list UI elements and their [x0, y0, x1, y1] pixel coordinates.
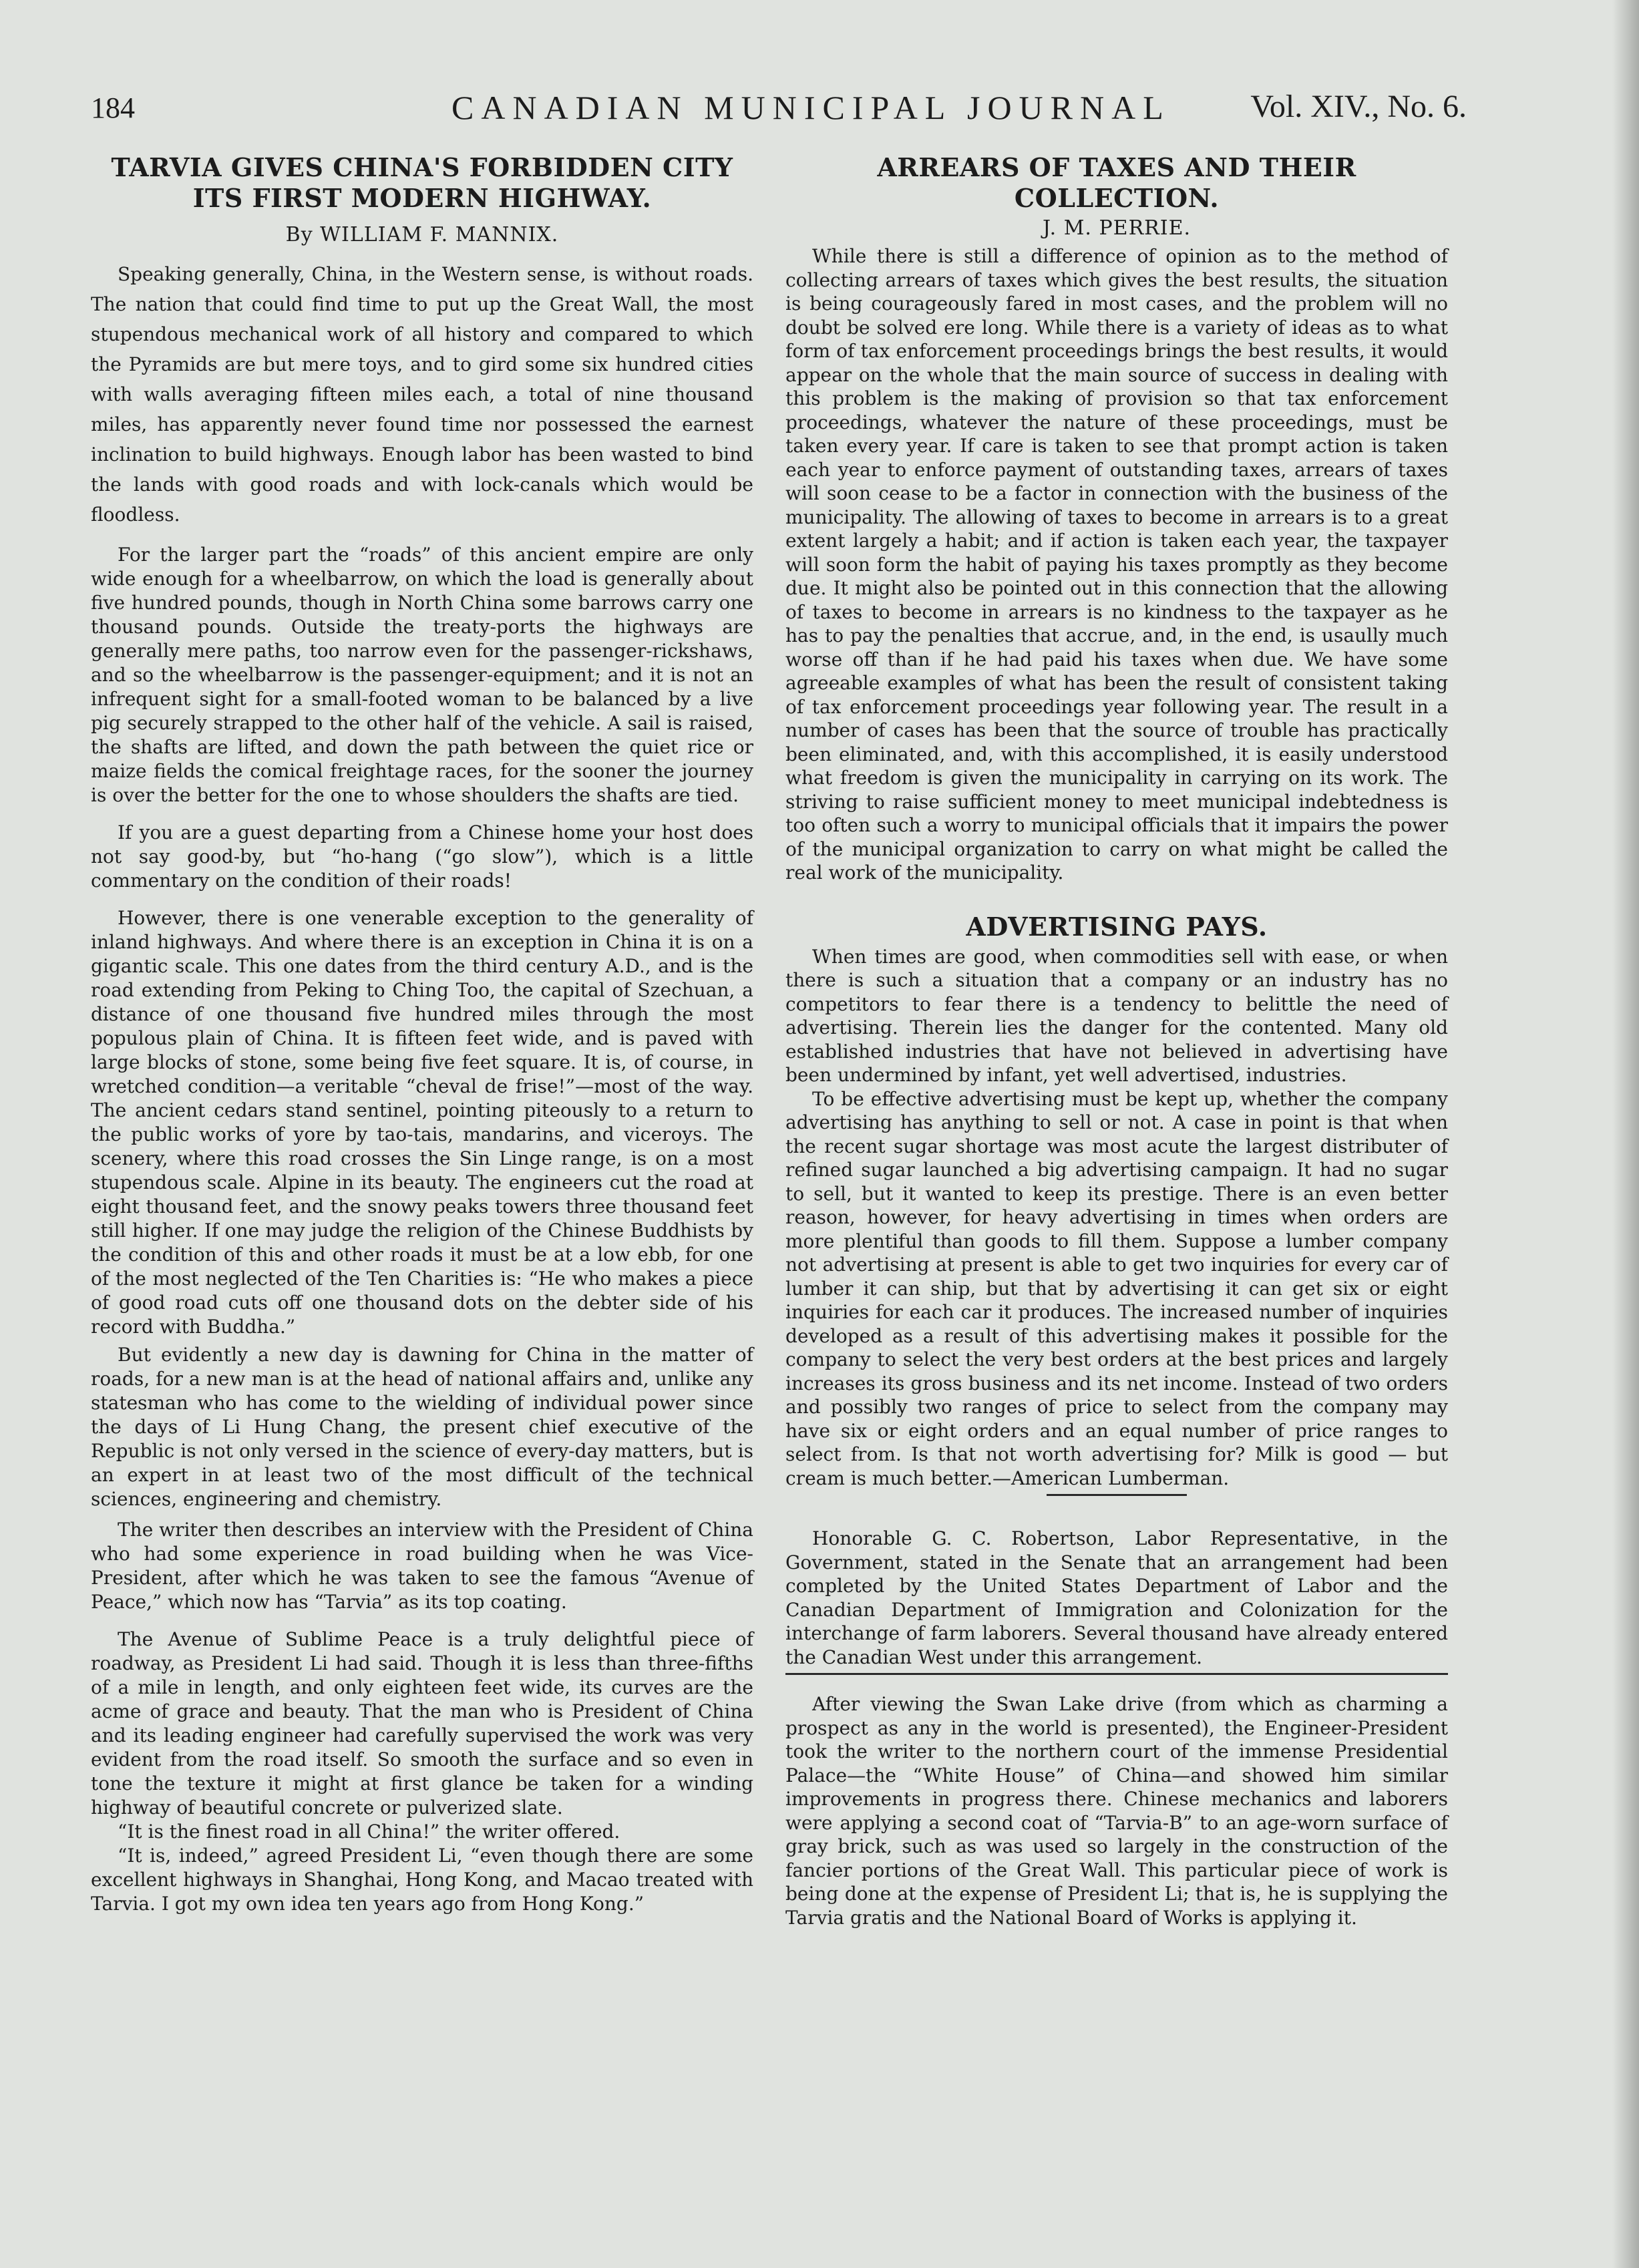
page-edge-shadow	[1612, 0, 1639, 2268]
paragraph: “It is, indeed,” agreed President Li, “even though there are some excellent highways in Shanghai, Hong Kong, and Macao treated with Tarvia. I got my own idea ten years ago from Hong Kong.”	[91, 1845, 753, 1915]
paragraph: Speaking generally, China, in the Western sense, is without roads. The nation that could find time to put up the Great Wall, the most stupendous mechanical work of all history and compared to which the Pyramids are but mere toys, and to gird some six hundred cities with walls averaging fifteen miles each, a total of nine thousand miles, has apparently never found time nor possessed the earnest inclination to build highways. Enough labor has been wasted to bind the lands with good roads and with lock-canals which would be floodless.	[91, 263, 753, 526]
paragraph: When times are good, when commodities sell with ease, or when there is such a situation that a company or an industry has no competitors to fear there is a tendency to belittle the need of advertising. Therein lies the danger for the contented. Many old established industries that have not believed in advertising have been undermined by infant, yet well advertised, industries.	[785, 945, 1448, 1086]
paragraph: While there is still a difference of opinion as to the method of collecting arrears of taxes which gives the best results, the situation is being courageously fared in most cases, and the problem will no doubt be solved ere long. While there is a variety of ideas as to what form of tax enforcement proceedings brings the best results, it would appear on the whole that the main source of success in dealing with this problem is the making of provision so that tax enforcement proceedings, whatever the nature of these proceedings, must be taken every year. If care is taken to see that prompt action is taken each year to enforce payment of outstanding taxes, arrears of taxes will soon cease to be a factor in connection with the business of the municipality. The allowing of taxes to become in arrears is to a great extent largely a habit; and if action is taken each year, the taxpayer will soon form the habit of paying his taxes promptly as they become due. It might also be pointed out in this connection that the allowing of taxes to become in arrears is no kindness to the taxpayer as he has to pay the penalties that accrue, and, in the end, is usaully much worse off than if he had paid his taxes when due. We have some agreeable examples of what has been the result of consistent taking of tax enforcement proceedings year following year. The result in a number of cases has been that the source of trouble has practically been eliminated, and, with this accomplished, it is easily understood what freedom is given the municipality in carrying on its work. The striving to raise sufficient money to meet municipal indebtedness is too often such a worry to municipal officials that it impairs the power of the municipal organization to carry on what might be called the real work of the municipality.	[785, 245, 1448, 884]
paragraph: “It is the finest road in all China!” the writer offered.	[118, 1821, 620, 1843]
paragraph: The Avenue of Sublime Peace is a truly delightful piece of roadway, as President Li had said. Though it is less than three-fifths of a mile in length, and only eighteen feet wide, its curves are the acme of grace and beauty. That the man who is President of China and its leading engineer had carefully supervised the work was very evident from the road itself. So smooth the surface and so even in tone the texture it might at first glance be taken for a winding highway of beautiful concrete or pulverized slate.	[91, 1628, 753, 1819]
article-title-arrears: ARREARS OF TAXES AND THEIR COLLECTION.	[877, 152, 1356, 213]
article-title-advertising: ADVERTISING PAYS.	[966, 911, 1268, 942]
article-title-tarvia: TARVIA GIVES CHINA'S FORBIDDEN CITY ITS FIRST MODERN HIGHWAY.	[111, 152, 733, 213]
section-divider	[1047, 1494, 1187, 1496]
paragraph: But evidently a new day is dawning for China in the matter of roads, for a new man is at the head of national affairs and, unlike any statesman who has come to the wielding of individual power since the days of Li Hung Chang, the present chief executive of the Republic is not only versed in the science of every-day matters, but is an expert in at least two of the most difficult of the technical sciences, engineering and chemistry.	[91, 1344, 753, 1510]
paragraph: If you are a guest departing from a Chinese home your host does not say good-by, but “ho-hang (“go slow”), which is a little commentary on the condition of their roads!	[91, 821, 753, 892]
article-byline-tarvia: By WILLIAM F. MANNIX.	[285, 223, 559, 246]
article-byline-arrears: J. M. PERRIE.	[1042, 216, 1192, 240]
left-column	[91, 152, 753, 1929]
paragraph: To be effective advertising must be kept up, whether the company advertising has anything to sell or not. A case in point is that when the recent sugar shortage was most acute the largest distributer of refined sugar launched a big advertising campaign. It had no sugar to sell, but it wanted to keep its prestige. There is an even better reason, however, for heavy advertising in times when orders are more plentiful than goods to fill them. Suppose a lumber company not advertising at present is able to get two inquiries for every car of lumber it can ship, but that by advertising it can get six or eight inquiries for each car it produces. The increased number of inquiries developed as a result of this advertising makes it possible for the company to select the very best orders at the best prices and largely increases its gross business and its net income. Instead of two orders and possibly two ranges of price to select from the company may have six or eight orders and an equal number of price ranges to select from. Is that not worth advertising for? Milk is good — but cream is much better.—American Lumberman.	[785, 1087, 1448, 1489]
right-column	[785, 152, 1448, 1943]
page-header	[91, 85, 1467, 132]
page-number: 184	[91, 91, 135, 124]
paragraph: However, there is one venerable exception to the generality of inland highways. And where there is an exception in China it is on a gigantic scale. This one dates from the third century A.D., and is the road extending from Peking to Ching Too, the capital of Szechuan, a distance of one thousand five hundred miles through the most populous plain of China. It is fifteen feet wide, and is paved with large blocks of stone, some being five feet square. It is, of course, in wretched condition—a veritable “cheval de frise!”—most of the way. The ancient cedars stand sentinel, pointing piteously to a return to the public works of yore by tao-tais, mandarins, and viceroys. The scenery, where this road crosses the Sin Linge range, is on a most stupendous scale. Alpine in its beauty. The engineers cut the road at eight thousand feet, and the snowy peaks towers three thousand feet still higher. If one may judge the religion of the Chinese Buddhists by the condition of this and other roads it must be at a low ebb, for one of the most neglected of the Ten Charities is: “He who makes a piece of good road cuts off one thousand dots on the debter side of his record with Buddha.”	[91, 907, 753, 1338]
section-divider	[785, 1673, 1448, 1675]
paragraph: Honorable G. C. Robertson, Labor Representative, in the Government, stated in the Senate that an arrangement had been completed by the United States Department of Labor and the Canadian Department of Immigration and Colonization for the interchange of farm laborers. Several thousand have already entered the Canadian West under this arrangement.	[785, 1527, 1448, 1668]
journal-title: CANADIAN MUNICIPAL JOURNAL	[451, 89, 1171, 126]
paragraph: For the larger part the “roads” of this ancient empire are only wide enough for a wheelbarrow, on which the load is generally about five hundred pounds, though in North China some barrows carry one thousand pounds. Outside the treaty-ports the highways are generally mere paths, too narrow even for the passenger-rickshaws, and so the wheelbarrow is the passenger-equipment; and it is not an infrequent sight for a small-footed woman to be balanced by a live pig securely strapped to the other half of the vehicle. A sail is raised, the shafts are lifted, and down the path between the quiet rice or maize fields the comical freightage races, for the sooner the journey is over the better for the one to whose shoulders the shafts are tied.	[91, 544, 753, 806]
volume-number: Vol. XIV., No. 6.	[1250, 89, 1467, 124]
paragraph: The writer then describes an interview with the President of China who had some experience in road building when he was Vice-President, after which he was taken to see the famous “Avenue of Peace,” which now has “Tarvia” as its top coating.	[91, 1519, 753, 1613]
paragraph: After viewing the Swan Lake drive (from which as charming a prospect as any in the world is presented), the Engineer-President took the writer to the northern court of the immense Presidential Palace—the “White House” of China—and showed him similar improvements in progress there. Chinese mechanics and laborers were applying a second coat of “Tarvia-B” to an age-worn surface of gray brick, such as was used so largely in the construction of the fancier portions of the Great Wall. This particular piece of work is being done at the expense of President Li; that is, he is supplying the Tarvia gratis and the National Board of Works is applying it.	[785, 1693, 1448, 1929]
